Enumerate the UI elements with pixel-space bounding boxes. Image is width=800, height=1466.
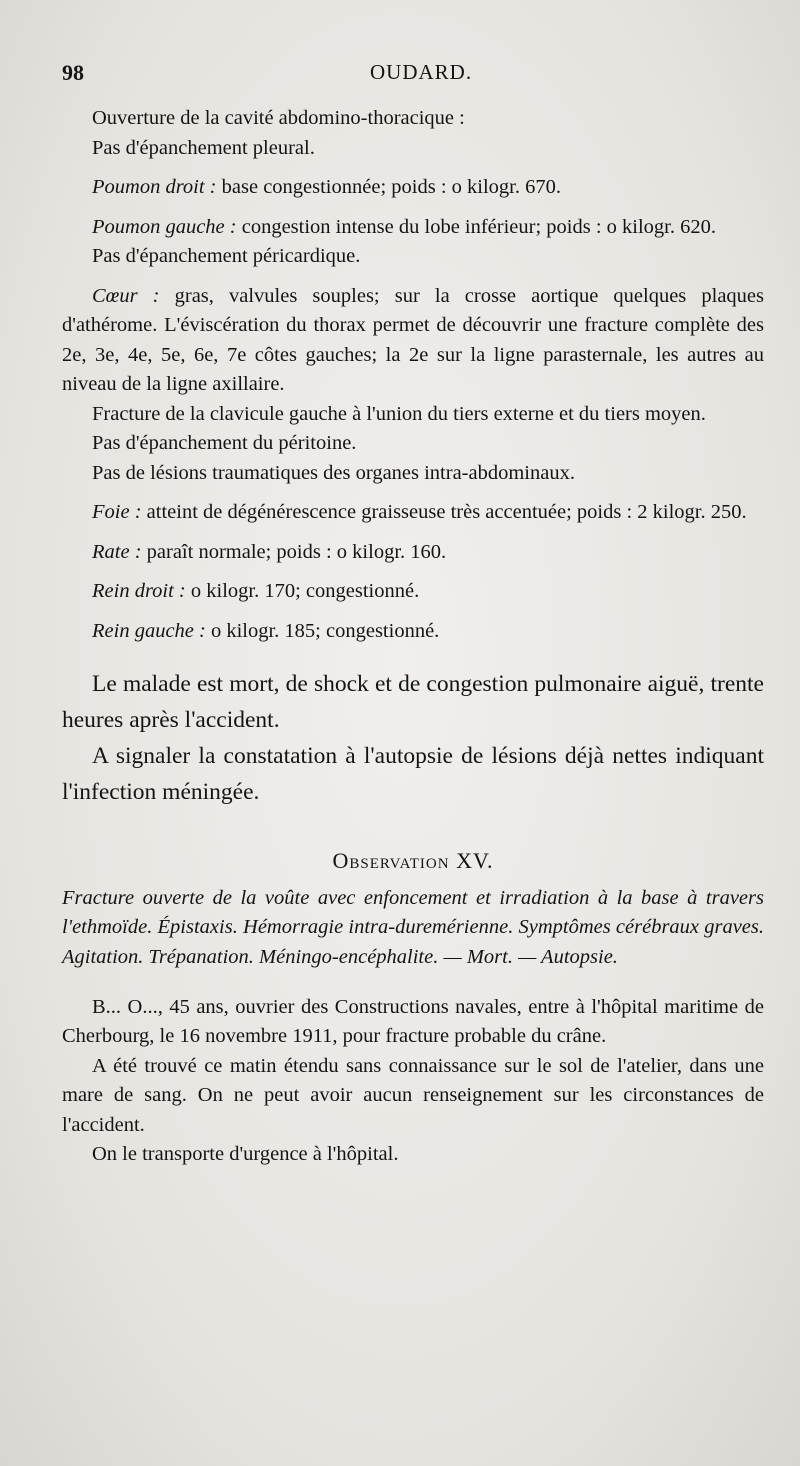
text-foie: atteint de dégénérescence graisseuse très accentuée; poids : 2 kilogr. 250. [141,501,747,523]
text-rein-gauche: o kilogr. 185; congestionné. [205,619,440,642]
paragraph-foie [62,498,764,528]
label-poumon-droit: Poumon droit : [92,176,217,198]
page-number: 98 [62,60,84,85]
label-rein-droit: Rein droit : [92,580,186,602]
paragraph-coeur [62,282,764,400]
paragraph-case-intro: B... O..., 45 ans, ouvrier des Constructions navales, entre à l'hôpital maritime de Cherbourg, le 16 novembre 1911, pour fracture probable du crâne. [62,995,764,1047]
observation-summary: Fracture ouverte de la voûte avec enfoncement et irradiation à la base à travers l'ethmoïde. Épistaxis. Hémorragie intra-duremérienne. Symptômes cérébraux graves. Agitation. Trépanation. Méningo-encéphalite. — Mort. — Autopsie. [62,886,764,968]
observation-word: Observation [332,848,450,873]
page-body [62,104,764,1170]
paragraph-case-found: A été trouvé ce matin étendu sans connaissance sur le sol de l'atelier, dans une mare de sang. On ne peut avoir aucun renseignement sur les circonstances de l'accident. [62,1054,764,1136]
paragraph-pericardique: Pas d'épanchement péricardique. [92,245,361,267]
paragraph-rate [62,538,764,568]
paragraph-intra-abdominaux: Pas de lésions traumatiques des organes intra-abdominaux. [92,461,575,484]
page-header [62,60,762,90]
label-rate: Rate : [92,540,142,563]
observation-number: XV. [456,848,494,873]
text-rate: paraît normale; poids : o kilogr. 160. [141,540,447,563]
label-foie: Foie : [92,501,142,523]
paragraph-deces: Le malade est mort, de shock et de congestion pulmonaire aiguë, trente heures après l'accident. [62,671,764,733]
label-coeur: Cœur : [92,284,160,307]
paragraph-epanchement-pleural: Pas d'épanchement pleural. [92,136,315,159]
paragraph-poumon-droit [62,173,764,203]
text-poumon-gauche: congestion intense du lobe inférieur; poids : o kilogr. 620. [236,215,717,238]
text-poumon-droit: base congestionnée; poids : o kilogr. 670. [216,176,561,198]
observation-title [62,846,764,876]
text-coeur: gras, valvules souples; sur la crosse aortique quelques plaques d'athérome. L'éviscération du thorax permet de découvrir une fracture complète des 2e, 3e, 4e, 5e, 6e, 7e côtes gauches; la 2e sur la ligne parasternale, les autres au niveau de la ligne axillaire. [62,284,764,395]
text-rein-droit: o kilogr. 170; congestionné. [185,580,420,602]
paragraph-rein-gauche [62,617,764,647]
label-poumon-gauche: Poumon gauche : [92,215,237,238]
paragraph-peritoine: Pas d'épanchement du péritoine. [92,432,357,454]
paragraph-rein-droit [62,577,764,607]
paragraph-clavicule: Fracture de la clavicule gauche à l'union du tiers externe et du tiers moyen. [92,402,706,425]
label-rein-gauche: Rein gauche : [92,619,206,642]
paragraph-poumon-gauche [62,213,764,243]
paragraph-case-transport: On le transporte d'urgence à l'hôpital. [92,1143,399,1165]
running-title: OUDARD. [370,60,473,84]
paragraph-infection-meningee: A signaler la constatation à l'autopsie de lésions déjà nettes indiquant l'infection méningée. [62,743,764,805]
paragraph-ouverture: Ouverture de la cavité abdomino-thoracique : [92,107,465,129]
